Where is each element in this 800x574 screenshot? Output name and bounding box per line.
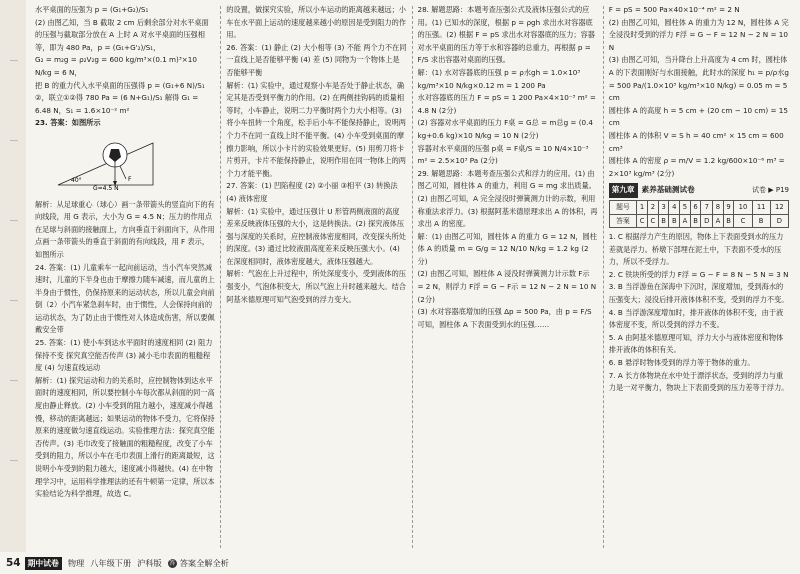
table-cell-answer: C	[648, 214, 659, 228]
table-cell-number: 9	[723, 200, 734, 214]
angle-label: 40°	[71, 176, 82, 184]
pressure-arrow	[120, 166, 126, 179]
quick-answer-table	[609, 200, 789, 228]
page-number: 54	[6, 557, 21, 569]
paragraph: (2) 由图乙可知，圆柱体 A 浸没时弹簧测力计示数 F示 = 2 N，则浮力 F浮 = G − F示 = 12 N − 2 N = 10 N (2分)	[417, 269, 597, 304]
table-cell-answer: A	[713, 214, 724, 228]
chapter-tag: 第九章	[609, 183, 638, 198]
binding-margin	[0, 0, 26, 552]
chapter-title: 素养基础测试卷	[641, 185, 695, 195]
paragraph: 圆柱体 A 的体积 V = S h = 40 cm² × 15 cm = 600 cm³	[608, 130, 784, 153]
paragraph: 26. 答案：(1) 静止 (2) 大小相等 (3) 不能 两个力不在同一直线上是否能够平衡 (4) 差 (5) 同物为一个物体上是否能够平衡	[226, 42, 407, 77]
table-row	[609, 214, 788, 228]
table-cell-answer: C	[734, 214, 752, 228]
paragraph: 3. B 当浮游鱼在深海中下沉时，深度增加，受到海水的压强变大；浸没后排开液体体积不变，受到的浮力不变。	[608, 282, 789, 305]
table-cell-answer: D	[770, 214, 788, 228]
paragraph: 28. 解题思路：本题考查压强公式及液体压强公式的应用。(1) 已知水的深度，根据 p = ρgh 求出水对容器底的压强。(2) 根据 F = pS 求出水对容器底的压力；容器对水平桌面的压力等于水和容器的总重力，再根据 p = F/S 求出容器对桌面的压强。	[417, 5, 595, 65]
paragraph: 容器对水平桌面的压强 p桌 = F桌/S = 10 N/4×10⁻³ m² = 2.5×10³ Pa (2分)	[417, 143, 589, 166]
answer-columns	[30, 4, 794, 550]
paragraph: 27. 答案：(1) 凹陷程度 (2) ②小丽 ③相平 (3) 转换法 (4) 液体密度	[226, 181, 398, 203]
column-2	[221, 4, 411, 550]
paragraph: 解析：气泡在上升过程中，所处深度变小，受到液体的压强变小，气泡体积变大，所以气泡上升时越来越大。结合阿基米德原理可知气泡受到的浮力变大。	[226, 269, 406, 304]
table-cell-number: 11	[752, 200, 770, 214]
paragraph: 2. C 铁块所受的浮力 F浮 = G − F = 8 N − 5 N = 3 N	[608, 269, 789, 279]
section-label: 答案全解全析	[179, 557, 229, 568]
table-cell-number: 2	[648, 200, 659, 214]
paragraph: 24. 答案：(1) 儿童乘车一起向前运动，当小汽车突然减速时，儿童的下半身也由于摩擦力随车减速，而儿童的上半身由于惯性，仍保持原来的运动状态，所以儿童会向前倒（2）小汽车紧急刹车时，由于惯性，人会保持向前的运动状态，为了防止由于惯性对人体造成伤害，所以要佩戴安全带	[35, 262, 215, 335]
answer-badge-icon: 答	[169, 559, 176, 567]
paragraph: 5. A 由阿基米德原理可知，浮力大小与液体密度和物体排开液体的体积有关。	[608, 332, 784, 355]
chapter-ref: 试卷 ▶ P19	[752, 186, 789, 195]
table-cell-number: 4	[669, 200, 680, 214]
paragraph: G₂ = m₂g = ρ₂V₂g = 600 kg/m³×(0.1 m)³×10 N/kg = 6 N，	[35, 55, 197, 77]
paragraph: 7. A 长方体物块在水中处于漂浮状态，受到的浮力与重力是一对平衡力，物块上下表面受到的压力差等于浮力。	[608, 370, 789, 393]
page-footer	[0, 552, 800, 574]
paragraph: 圆柱体 A 的密度 ρ = m/V = 1.2 kg/600×10⁻⁶ m³ = 2×10³ kg/m³ (2分)	[608, 156, 785, 178]
table-cell-answer: C	[637, 214, 648, 228]
column-4	[604, 4, 794, 550]
chapter-header	[609, 183, 789, 198]
column-1	[30, 4, 220, 550]
paragraph: 29. 解题思路：本题考查压强公式和浮力的应用。(1) 由图乙可知，圆柱体 A 的重力，利用 G = mg 求出质量。(2) 由图乙可知，A 完全浸没时弹簧测力计的示数，利用称重法求浮力。(3) 根据阿基米德原理求出 A 的体积，再求出 A 的密度。	[417, 168, 598, 229]
table-row	[609, 200, 788, 214]
paragraph: 解析：(1) 实验中，通过压强计 U 形管两侧液面的高度差来反映液体压强的大小，这是转换法。(2) 探究液体压强与深度的关系时，应控制液体密度相同，改变探头所处的深度。(3) 通过比较液面高度差来反映压强大小。(4) 在深度相同时，液体密度越大，液体压强越大。	[226, 206, 406, 266]
paragraph: (3) 水对容器底增加的压强 Δp = 500 Pa，由 p = F/S 可知，圆柱体 A 下表面受到水的压强……	[417, 307, 592, 329]
paragraph: (2) 由图乙可知，圆柱体 A 的重力为 12 N，圆柱体 A 完全浸没时受到的浮力 F浮 = G − F = 12 N − 2 N = 10 N	[608, 17, 789, 52]
paragraph: 圆柱体 A 的高度 h = 5 cm + (20 cm − 10 cm) = 15 cm	[608, 105, 788, 128]
table-cell-number: 12	[770, 200, 788, 214]
paragraph: (2) 容器对水平桌面的压力 F桌 = G总 = m总g = (0.4 kg+0.6 kg)×10 N/kg = 10 N (2分)	[417, 118, 593, 140]
table-cell-answer: B	[723, 214, 734, 228]
table-cell-number: 6	[690, 200, 701, 214]
paragraph: (2) 由图乙知，当 B 截取 2 cm 后剩余部分对水平桌面的压强与截取部分放在 A 上时 A 对水平桌面的压强相等，即为 480 Pa，p = (G₁+G'₂)/S₁，	[35, 17, 209, 52]
paragraph: 1. C 根据浮力产生的原因，物体上下表面受到水的压力差就是浮力。桥墩下部埋在泥土中，下表面不受水的压力，所以不受浮力。	[608, 232, 784, 267]
table-cell-answer: D	[701, 214, 713, 228]
table-cell-number: 8	[713, 200, 724, 214]
paragraph: 解析：(1) 实验中，通过观察小车是否处于静止状态，确定其是否受到平衡力的作用。(2) 在两侧挂钩码的质量相等时，小车静止，说明二力平衡时两个力大小相等。(3) 将小车扭转一个角度，松手后小车不能保持静止，说明两个力不在同一直线上时不能平衡。(4) 小车受到桌面的摩擦力影响，所以小卡片的实验效果更好。(5) 用剪刀将卡片剪开，卡片不能保持静止，说明作用在同一物体上的两个力才能平衡。	[226, 80, 406, 178]
paragraph: 解：(1) 由图乙可知，圆柱体 A 的重力 G = 12 N，圆柱体 A 的质量 m = G/g = 12 N/10 N/kg = 1.2 kg (2分)	[417, 231, 597, 266]
answer-heading: 23. 答案：如图所示	[35, 118, 101, 128]
table-cell-answer: B	[752, 214, 770, 228]
table-cell-answer: B	[658, 214, 669, 228]
paragraph: 4. B 当浮游深度增加时，排开液体的体积不变，由于液体密度不变，所以受到的浮力不变。	[608, 307, 784, 330]
table-cell-number: 5	[680, 200, 691, 214]
table-answer-label: 答案	[609, 214, 636, 228]
paragraph: 解析：从足球重心（球心）画一条带箭头的竖直向下的有向线段，用 G 表示，大小为 G = 4.5 N；压力的作用点在足球与斜面的接触面上，方向垂直于斜面向下，从作用点画一条带箭头的垂直于斜面的有向线段，用 F 表示，如图所示	[35, 199, 215, 259]
table-cell-answer: B	[690, 214, 701, 228]
paragraph: 6. B 悬浮时物体受到的浮力等于物体的重力。	[608, 358, 755, 368]
edition-label: 沪科版	[137, 557, 162, 568]
paragraph: 水对容器底的压力 F = pS = 1 200 Pa×4×10⁻³ m² = 4.8 N (2分)	[417, 93, 596, 115]
table-cell-number: 3	[658, 200, 669, 214]
grade-label: 八年级下册	[90, 557, 132, 568]
table-cell-answer: A	[680, 214, 691, 228]
weight-label: G=4.5 N	[93, 184, 119, 191]
table-cell-answer: B	[669, 214, 680, 228]
paragraph: 解析：(1) 探究运动和力的关系时，应控制物体到达水平面时的速度相同，所以要控制小车每次都从斜面的同一高度由静止释放。(2) 小车受到的阻力越小，速度减小得越慢，移动的距离越远；如果运动的物体不受力，它将保持原来的速度做匀速直线运动。实验推理方法：探究真空能否传声。(3) 毛巾改变了接触面的粗糙程度，改变了小车受到的阻力，所以小车在毛巾表面上滑行的距离最短，这说明小车受到的阻力越大，速度减小得越快。(4) 在中物理学习中，运用科学推理法的还有牛顿第一定律，所以本实验结论为科学推理，故选 C。	[35, 375, 215, 499]
paragraph: 解：(1) 水对容器底的压强 p = ρ水gh = 1.0×10³ kg/m³×10 N/kg×0.12 m = 1 200 Pa	[417, 67, 581, 90]
table-cell-number: 7	[701, 200, 713, 214]
table-head-label: 题号	[609, 200, 636, 214]
paragraph: 水平桌面的压强为 p = (G₁+G₂)/S₁	[35, 5, 149, 14]
paragraph: F = pS = 500 Pa×40×10⁻⁴ m² = 2 N	[608, 5, 740, 14]
column-3	[413, 4, 603, 550]
force-label: F	[128, 175, 132, 183]
subject-label: 物理	[67, 557, 85, 568]
paragraph: 25. 答案：(1) 使小车到达水平面时的速度相同 (2) 阻力 保持不变 探究真空能否传声 (3) 减小毛巾表面的粗糙程度 (4) 匀速直线运动	[35, 338, 213, 373]
table-cell-number: 1	[637, 200, 648, 214]
football-incline-figure	[53, 133, 163, 191]
paragraph: 的设置，做探究实验，所以小车运动的距离越来越远；小车在水平面上运动的速度越来越小的原因是受到阻力的作用。	[226, 5, 406, 40]
paragraph: (3) 由图乙可知，当升降台上升高度为 4 cm 时，圆柱体 A 的下表面刚好与水面接触，此时水的深度 h₁ = p/ρ水g = 500 Pa/(1.0×10³ kg/m³×10 N/kg) = 0.05 m = 5 cm	[608, 55, 789, 103]
table-cell-number: 10	[734, 200, 752, 214]
brand-label: 期中试卷	[25, 557, 62, 570]
paragraph: 把 B 的重力代入水平桌面的压强得 p = (G₁+6 N)/S₁ ②，联立①②得 780 Pa = (6 N+G₁)/S₁ 解得 G₁ = 6.48 N，S₁ = 1.6×10⁻² m²	[35, 80, 205, 115]
